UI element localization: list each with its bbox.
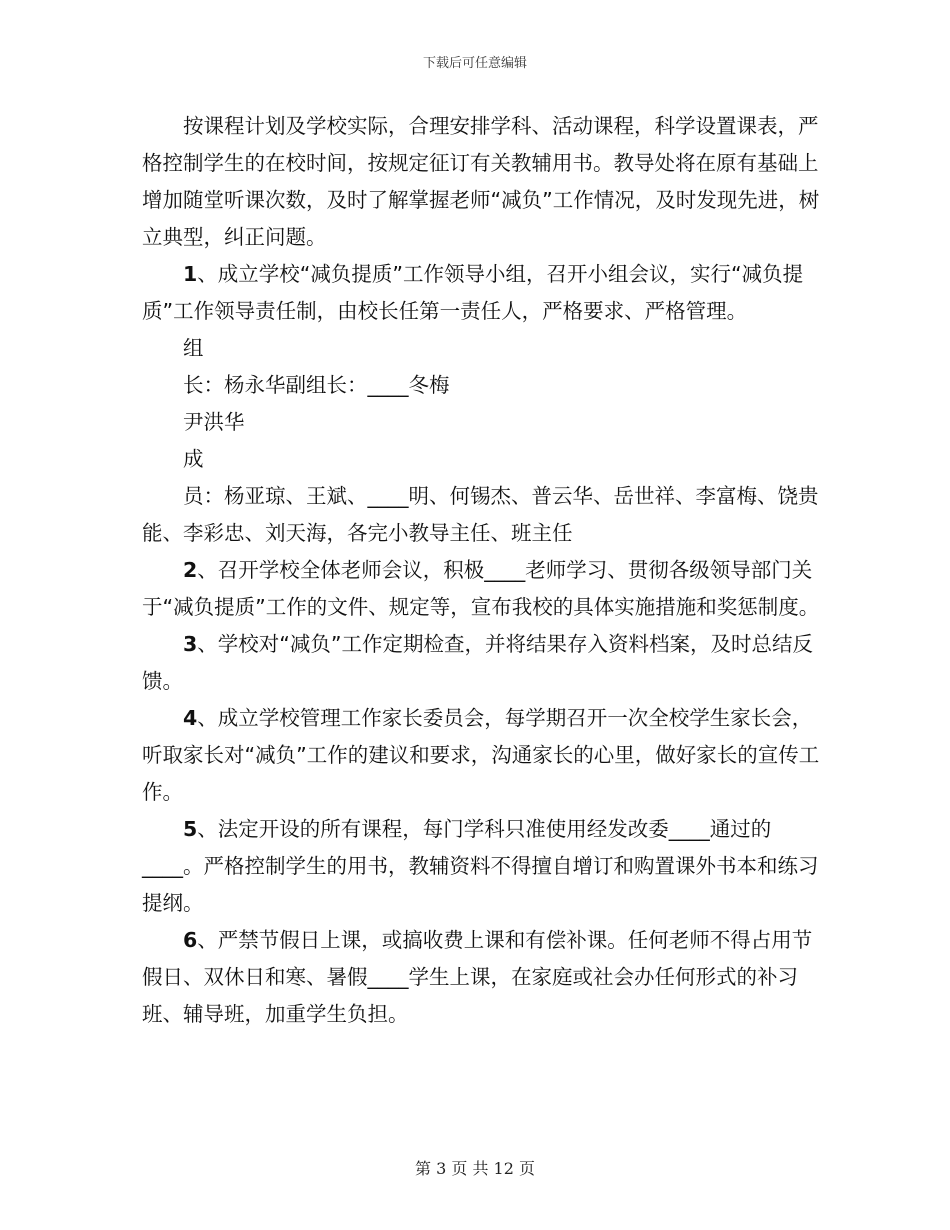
item-2-paragraph — [142, 552, 822, 626]
item-4-number: 4 — [183, 706, 198, 730]
item-2-text: 、召开学校全体老师会议，积极____老师学习、贯彻各级领导部门关于“减负提质”工作的文件、规定等，宣布我校的具体实施措施和奖惩制度。 — [142, 558, 820, 619]
item-3-text: 、学校对“减负”工作定期检查，并将结果存入资料档案，及时总结反馈。 — [142, 632, 814, 693]
members-line: 员：杨亚琼、王斌、____明、何锡杰、普云华、岳世祥、李富梅、饶贵能、李彩忠、刘天海，各完小教导主任、班主任 — [142, 484, 819, 545]
item-6-number: 6 — [183, 928, 198, 952]
item-5-number: 5 — [183, 817, 198, 841]
leader-label: 组 — [183, 336, 204, 360]
item-1-text: 、成立学校“减负提质”工作领导小组，召开小组会议，实行“减负提质”工作领导责任制，由校长任第一责任人，严格要求、严格管理。 — [142, 262, 804, 323]
item-1-number: 1 — [183, 262, 198, 286]
members-label: 成 — [183, 447, 204, 471]
item-1-paragraph — [142, 256, 822, 330]
item-4-paragraph — [142, 700, 822, 811]
item-4-text: 、成立学校管理工作家长委员会，每学期召开一次全校学生家长会，听取家长对“减负”工作的建议和要求，沟通家长的心里，做好家长的宣传工作。 — [142, 706, 820, 804]
item-5-text: 、法定开设的所有课程，每门学科只准使用经发改委____通过的____。严格控制学生的用书，教辅资料不得擅自增订和购置课外书本和练习提纲。 — [142, 817, 819, 915]
item-3-paragraph — [142, 626, 822, 700]
intro-paragraph: 按课程计划及学校实际，合理安排学科、活动课程，科学设置课表，严格控制学生的在校时间，按规定征订有关教辅用书。教导处将在原有基础上增加随堂听课次数，及时了解掌握老师“减负”工作情况，及时发现先进，树立典型，纠正问题。 — [142, 114, 820, 249]
page-number-footer: 第 3 页 共 12 页 — [415, 1159, 535, 1178]
item-6-text: 、严禁节假日上课，或搞收费上课和有偿补课。任何老师不得占用节假日、双休日和寒、暑假____学生上课，在家庭或社会办任何形式的补习班、辅导班，加重学生负担。 — [142, 928, 813, 1026]
item-2-number: 2 — [183, 558, 198, 582]
page-header-note: 下载后可任意编辑 — [422, 56, 527, 71]
item-3-number: 3 — [183, 632, 198, 656]
leader-line: 长：杨永华副组长：____冬梅 — [183, 373, 450, 397]
item-6-paragraph — [142, 922, 822, 1033]
deputy-leader-2: 尹洪华 — [183, 410, 245, 434]
item-5-paragraph — [142, 811, 822, 922]
document-body — [142, 108, 822, 1033]
